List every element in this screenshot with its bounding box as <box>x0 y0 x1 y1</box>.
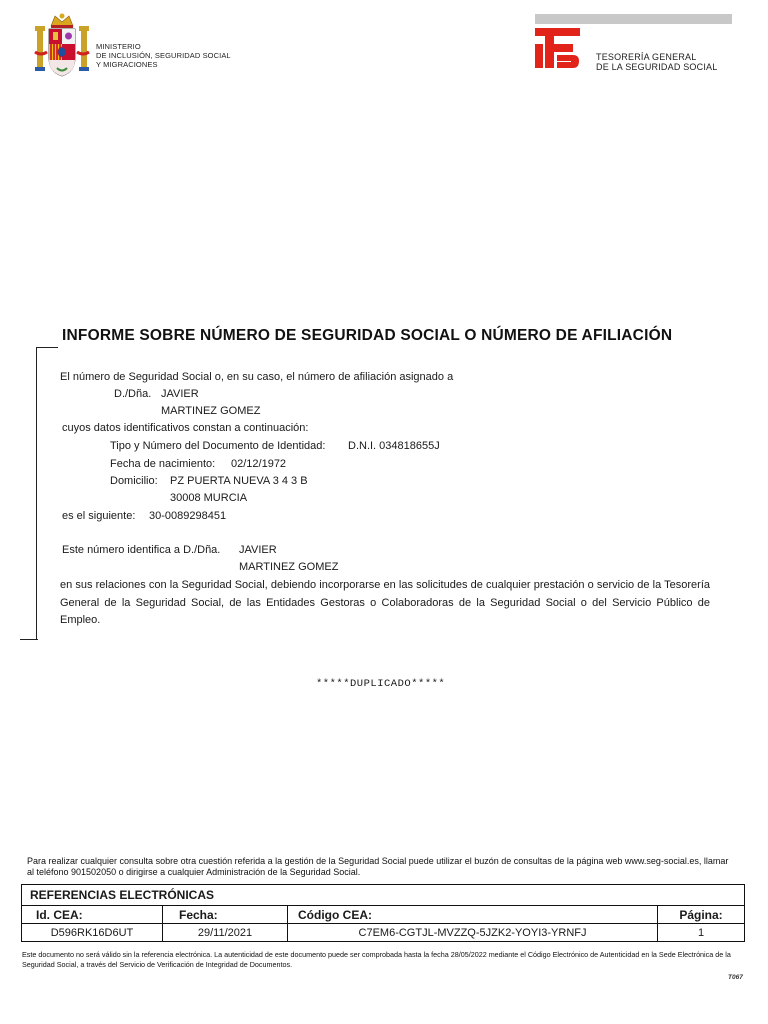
tgss-line-2: DE LA SEGURIDAD SOCIAL <box>596 62 718 72</box>
tgss-name <box>596 52 717 72</box>
refs-title: REFERENCIAS ELECTRÓNICAS <box>22 885 745 906</box>
contact-info: Para realizar cualquier consulta sobre otra cuestión referida a la gestión de la Seguridad Social puede utilizar el buzón de consultas de la página web www.seg-social.es, llamar al teléfono 901502050 o dirigirse a cualquier Administración de la Seguridad Social. <box>27 856 729 877</box>
code-cea-header: Código CEA: <box>288 906 658 924</box>
surnames: MARTINEZ GOMEZ <box>161 405 261 417</box>
address-label: Domicilio: <box>110 475 158 487</box>
bracket-left <box>36 347 37 640</box>
date-header: Fecha: <box>163 906 288 924</box>
header-gray-bar <box>535 14 732 24</box>
tgss-line-1: TESORERÍA GENERAL <box>596 52 697 62</box>
ministry-line-1: MINISTERIO <box>96 42 141 51</box>
name-prefix: D./Dña. <box>114 388 152 400</box>
page-value: 1 <box>658 924 745 942</box>
duplicate-mark: *****DUPLICADO***** <box>316 678 446 690</box>
id-cea-header: Id. CEA: <box>22 906 163 924</box>
ministry-line-2: DE INCLUSIÓN, SEGURIDAD SOCIAL <box>96 51 231 60</box>
ss-number: 30-0089298451 <box>149 510 227 522</box>
id-cea-value: D596RK16D6UT <box>22 924 163 942</box>
number-label: es el siguiente: <box>62 510 136 522</box>
document-title: INFORME SOBRE NÚMERO DE SEGURIDAD SOCIAL O NÚMERO DE AFILIACIÓN <box>62 327 673 344</box>
first-name: JAVIER <box>161 388 199 400</box>
doc-label: Tipo y Número del Documento de Identidad: <box>110 440 326 452</box>
bracket-top <box>36 347 58 348</box>
address-line-2: 30008 MURCIA <box>170 492 248 504</box>
intro-text: El número de Seguridad Social o, en su caso, el número de afiliación asignado a <box>60 371 454 383</box>
relations-paragraph: en sus relaciones con la Seguridad Social, debiendo incorporarse en las solicitudes de cualquier prestación o servicio de la Tesorería General de la Seguridad Social, de las Entidades Gestoras o Colaboradoras de la Seguridad Social o del Servicio Público de Empleo. <box>60 579 710 626</box>
date-value: 29/11/2021 <box>163 924 288 942</box>
address-line-1: PZ PUERTA NUEVA 3 4 3 B <box>170 475 308 487</box>
electronic-references-table <box>21 884 745 942</box>
page-header: Página: <box>658 906 745 924</box>
form-code: T067 <box>728 974 743 981</box>
doc-value: D.N.I. 034818655J <box>348 440 440 452</box>
legal-notice: Este documento no será válido sin la referencia electrónica. La autenticidad de este documento puede ser comprobada hasta la fecha 28/05/2022 mediante el Código Electrónico de Autenticidad en la Sede Electrónica de la Seguridad Social, a través del Servicio de Verificación de Integridad de Documentos. <box>22 950 731 969</box>
birth-label: Fecha de nacimiento: <box>110 458 216 470</box>
identifies-prefix: Este número identifica a D./Dña. <box>62 544 221 556</box>
tgss-logo-icon <box>535 28 581 68</box>
ministry-name <box>96 42 231 69</box>
birth-value: 02/12/1972 <box>231 458 287 470</box>
identifies-first-name: JAVIER <box>239 544 277 556</box>
ministry-line-3: Y MIGRACIONES <box>96 60 158 69</box>
data-intro: cuyos datos identificativos constan a continuación: <box>62 422 309 434</box>
code-cea-value: C7EM6-CGTJL-MVZZQ-5JZK2-YOYI3-YRNFJ <box>288 924 658 942</box>
bracket-bottom <box>20 639 38 640</box>
identifies-surnames: MARTINEZ GOMEZ <box>239 561 339 573</box>
coat-of-arms-icon <box>33 12 91 80</box>
